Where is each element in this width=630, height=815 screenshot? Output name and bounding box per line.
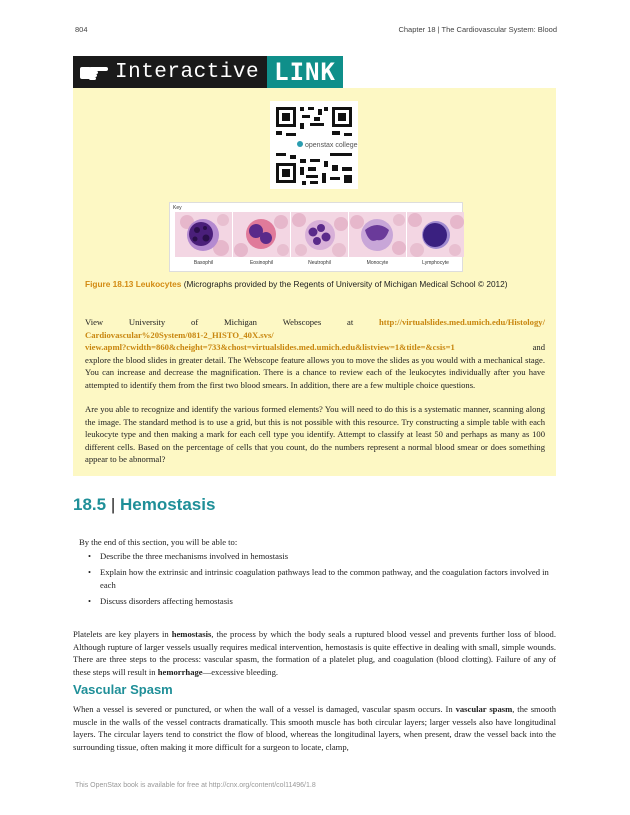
objective-item: • Discuss disorders affecting hemostasis [86, 595, 556, 607]
pointing-hand-icon [79, 61, 109, 83]
p1-word: Webscopes [282, 317, 322, 327]
objective-item: • Describe the three mechanisms involved in hemostasis [86, 550, 556, 562]
chapter-header: Chapter 18 | The Cardiovascular System: Blood [398, 25, 557, 34]
p1-word: University [128, 317, 166, 327]
interactive-link-box [73, 88, 556, 476]
term-hemorrhage: hemorrhage [157, 666, 203, 677]
neutrophil-label: Neutrophil [308, 260, 331, 266]
basophil-image [175, 212, 232, 257]
link-label: LINK [267, 56, 343, 88]
webscope-link-part-1[interactable]: http://virtualslides.med.umich.edu/Histology/ [379, 317, 545, 327]
objectives-list [86, 550, 556, 612]
p1-word: of [191, 317, 199, 327]
objectives-intro: By the end of this section, you will be able to: [79, 537, 238, 547]
term-hemostasis: hemostasis [171, 629, 212, 639]
webscope-link-part-2[interactable]: Cardiovascular%20System/081-2_HISTO_40X.svs/ [85, 329, 274, 340]
body1-text-1: Platelets are key players in [73, 629, 172, 639]
interactive-label [73, 56, 267, 88]
qr-brand-text: openstax college [305, 142, 358, 149]
qr-code-graphic [270, 101, 358, 189]
body1-text-2: , the process by which the body seals a ruptured blood vessel and prevents further loss of blood. Although rupture of larger vessels usually requires medical intervention, hemostasis is quite effective in dealing with small, simple wounds. There are three steps to the process: vascular spasm, the formation of a platelet plug, and coagulation (blood clotting). Failure of any of these steps will result in [73, 629, 557, 677]
page-number: 804 [75, 25, 88, 34]
interactive-paragraph-1 [85, 316, 545, 392]
section-divider: | [110, 495, 116, 514]
figure-caption-text: (Micrographs provided by the Regents of University of Michigan Medical School © 2012) [181, 279, 508, 289]
monocyte-label: Monocyte [366, 260, 389, 266]
interactive-text: Interactive [115, 60, 260, 84]
body1-text-3: —excessive bleeding. [202, 666, 279, 677]
monocyte-image [349, 212, 406, 257]
section-title: Hemostasis [119, 495, 216, 514]
qr-code[interactable] [270, 101, 358, 189]
p1-and: and [532, 342, 545, 353]
interactive-paragraph-2: Are you able to recognize and identify the various formed elements? You will need to do this is a systematic manner, scanning along the image. The standard method is to use a grid, but this is not possible with this resource. Try constructing a simple table with each leukocyte type and then making a mark for each cell type you identify. Attempt to classify at least 50 and perhaps as many as 100 different cells. Based on the percentage of cells that you count, do the numbers represent a normal blood smear or does something appear to be abnormal? [85, 404, 545, 465]
subsection-heading: Vascular Spasm [73, 682, 173, 697]
lymphocyte-label: Lymphocyte [422, 260, 449, 266]
section-heading [73, 495, 215, 515]
interactive-link-banner [73, 56, 343, 88]
body2-text-2: , the smooth muscle in the walls of the vessel contracts dramatically. This smooth muscle has both circular layers; larger vessels also have longitudinal layers. The circular layers tend to constrict the flow of blood, whereas the longitudinal layers, when present, draw the vessel back into the surrounding tissue, often making it more difficult for a surgeon to locate, clamp, [73, 704, 556, 752]
lymphocyte-image [407, 212, 464, 257]
p1-word: View [85, 317, 104, 327]
body2-text-1: When a vessel is severed or punctured, or when the wall of a vessel is damaged, vascular spasm occurs. In [73, 704, 456, 714]
p1-rest-text: explore the blood slides in greater detail. The Webscope feature allows you to move the slides as you would with a mechanical stage. You can increase and decrease the magnification. There is a chance to review each of the leukocytes individually after you have attempted to identify them from the first two blood smears. In addition, there are a few multiple choice questions. [85, 354, 545, 390]
hemostasis-paragraph [73, 628, 556, 678]
figure-caption [85, 278, 545, 290]
basophil-label: Basophil [193, 260, 214, 266]
eosinophil-image [233, 212, 290, 257]
objective-item: • Explain how the extrinsic and intrinsic coagulation pathways lead to the common pathway, and the coagulation factors involved in each [86, 566, 556, 591]
p1-word: at [347, 317, 354, 327]
p1-word: Michigan [224, 317, 257, 327]
figure-label: Figure 18.13 Leukocytes [85, 279, 182, 289]
neutrophil-image [291, 212, 348, 257]
term-vascular-spasm: vascular spasm [455, 704, 513, 714]
section-number: 18.5 [73, 495, 107, 514]
eosinophil-label: Eosinophil [249, 260, 274, 266]
leukocyte-micrographs [169, 202, 463, 272]
figure-key-label: Key [173, 205, 182, 211]
webscope-link-part-3[interactable]: view.apml?cwidth=860&cheight=733&chost=virtualslides.med.umich.edu&listview=1&title=&csis=1 [85, 342, 455, 353]
vascular-spasm-paragraph [73, 703, 556, 753]
page-footer: This OpenStax book is available for free at http://cnx.org/content/col11496/1.8 [75, 782, 316, 789]
